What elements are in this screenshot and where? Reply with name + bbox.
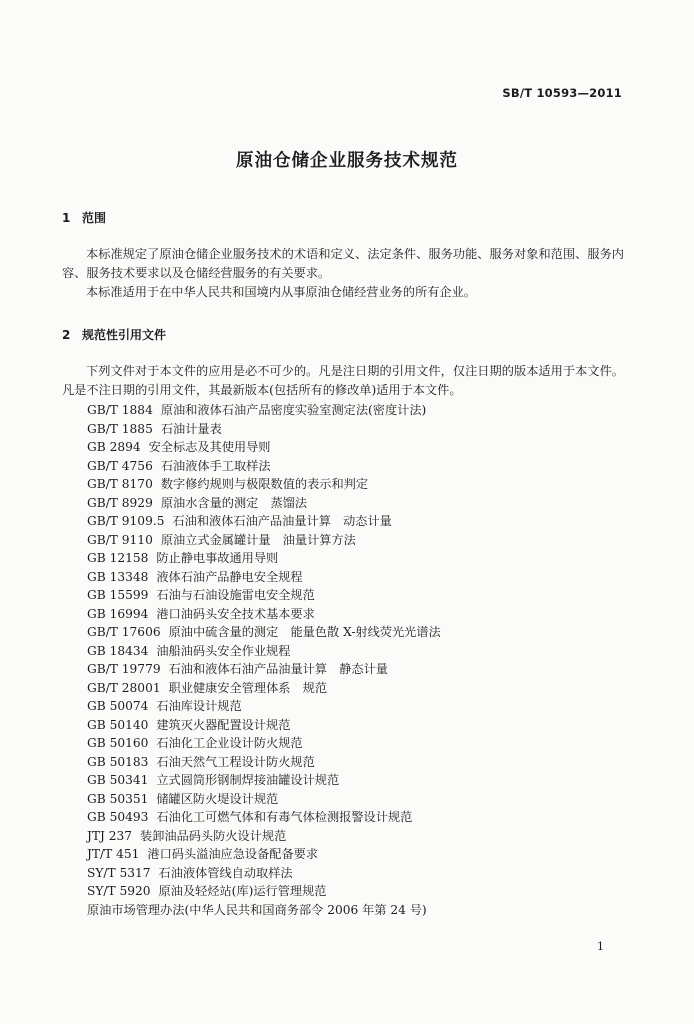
reference-title: 原油市场管理办法(中华人民共和国商务部令 2006 年第 24 号)	[87, 902, 427, 917]
reference-code: GB/T 1885	[87, 421, 153, 436]
reference-code: JTJ 237	[87, 828, 133, 843]
reference-title: 港口油码头安全技术基本要求	[156, 606, 315, 621]
reference-code: GB/T 4756	[87, 458, 153, 473]
reference-item	[87, 605, 441, 624]
reference-code: GB/T 8929	[87, 495, 153, 510]
reference-title: 石油库设计规范	[156, 699, 242, 713]
reference-item	[87, 771, 441, 790]
paragraph: 本标准适用于在中华人民共和国境内从事原油仓储经营业务的所有企业。	[86, 285, 476, 299]
section-title: 规范性引用文件	[82, 328, 167, 342]
reference-title: 油船油码头安全作业规程	[156, 643, 291, 658]
reference-item	[87, 697, 441, 716]
section-title: 范围	[82, 211, 107, 225]
reference-item	[87, 457, 441, 476]
reference-code: GB 50140	[87, 717, 149, 732]
reference-item	[87, 642, 441, 661]
section-heading-scope	[62, 209, 106, 226]
reference-item	[87, 475, 441, 494]
reference-item	[87, 660, 441, 679]
reference-title: 石油化工企业设计防火规范	[156, 736, 303, 750]
reference-code: GB/T 17606	[87, 625, 161, 639]
section-number: 1	[62, 211, 71, 225]
reference-title: 石油化工可燃气体和有毒气体检测报警设计规范	[156, 810, 413, 824]
reference-item	[87, 864, 441, 883]
reference-title: 职业健康安全管理体系 规范	[168, 680, 328, 695]
reference-item	[87, 734, 441, 753]
reference-code: GB/T 19779	[87, 662, 161, 676]
reference-list	[87, 401, 441, 919]
reference-code: GB/T 28001	[87, 680, 161, 695]
reference-title: 数字修约规则与极限数值的表示和判定	[160, 477, 369, 491]
reference-item	[87, 753, 441, 772]
reference-title: 石油和液体石油产品油量计算 动态计量	[172, 514, 392, 528]
reference-code: GB 50160	[87, 736, 149, 750]
document-title: 原油仓储企业服务技术规范	[236, 151, 458, 171]
reference-item	[87, 845, 441, 864]
reference-item	[87, 882, 441, 901]
reference-item	[87, 623, 441, 642]
reference-item	[87, 420, 441, 439]
reference-code: GB 16994	[87, 606, 149, 621]
reference-code: JT/T 451	[87, 847, 140, 861]
reference-code: GB 18434	[87, 643, 149, 658]
reference-title: 防止静电事故通用导则	[156, 551, 279, 565]
reference-title: 液体石油产品静电安全规程	[156, 569, 303, 584]
reference-code: GB 2894	[87, 440, 141, 454]
reference-item	[87, 401, 441, 420]
paragraph: 本标准规定了原油仓储企业服务技术的术语和定义、法定条件、服务功能、服务对象和范围、服务内容、服务技术要求以及仓储经营服务的有关要求。	[62, 247, 624, 280]
reference-code: GB 50351	[87, 791, 149, 806]
reference-item	[87, 438, 441, 457]
standard-code: SB/T 10593—2011	[502, 86, 622, 100]
reference-title: 石油与石油设施雷电安全规范	[156, 588, 315, 602]
reference-item	[87, 790, 441, 809]
reference-code: GB/T 9109.5	[87, 514, 165, 528]
reference-item	[87, 901, 441, 920]
reference-item	[87, 586, 441, 605]
reference-title: 原油和液体石油产品密度实验室测定法(密度计法)	[160, 403, 427, 417]
reference-code: GB/T 9110	[87, 532, 153, 547]
reference-code: SY/T 5920	[87, 884, 151, 898]
reference-title: 安全标志及其使用导则	[148, 440, 271, 454]
section-heading-normative-references	[62, 326, 166, 343]
reference-title: 原油中硫含量的测定 能量色散 X-射线荧光光谱法	[168, 625, 441, 639]
reference-code: GB 50074	[87, 699, 149, 713]
reference-code: GB 50341	[87, 773, 149, 787]
reference-item	[87, 531, 441, 550]
reference-code: SY/T 5317	[87, 865, 151, 880]
reference-title: 石油天然气工程设计防火规范	[156, 754, 315, 769]
reference-item	[87, 568, 441, 587]
reference-item	[87, 512, 441, 531]
reference-title: 原油水含量的测定 蒸馏法	[160, 495, 308, 510]
reference-item	[87, 827, 441, 846]
reference-title: 港口码头溢油应急设备配备要求	[147, 847, 319, 861]
reference-title: 储罐区防火堤设计规范	[156, 791, 279, 806]
reference-code: GB 12158	[87, 551, 149, 565]
reference-code: GB 50183	[87, 754, 149, 769]
reference-title: 石油液体手工取样法	[160, 458, 271, 473]
reference-title: 石油和液体石油产品油量计算 静态计量	[168, 662, 388, 676]
reference-title: 原油立式金属罐计量 油量计算方法	[160, 532, 356, 547]
reference-title: 立式圆筒形钢制焊接油罐设计规范	[156, 773, 340, 787]
paragraph: 下列文件对于本文件的应用是必不可少的。凡是注日期的引用文件，仅注日期的版本适用于本文件。凡是不注日期的引用文件，其最新版本(包括所有的修改单)适用于本文件。	[62, 364, 624, 397]
reference-title: 建筑灭火器配置设计规范	[156, 717, 291, 732]
reference-title: 装卸油品码头防火设计规范	[140, 828, 287, 843]
reference-code: GB/T 1884	[87, 403, 153, 417]
reference-item	[87, 679, 441, 698]
reference-title: 石油液体管线自动取样法	[158, 865, 293, 880]
reference-item	[87, 549, 441, 568]
reference-item	[87, 494, 441, 513]
reference-title: 石油计量表	[160, 421, 222, 436]
reference-title: 原油及轻烃站(库)运行管理规范	[158, 884, 327, 898]
reference-code: GB 50493	[87, 810, 149, 824]
reference-item	[87, 716, 441, 735]
reference-code: GB 13348	[87, 569, 149, 584]
reference-code: GB/T 8170	[87, 477, 153, 491]
reference-code: GB 15599	[87, 588, 149, 602]
page-number: 1	[597, 940, 604, 953]
reference-item	[87, 808, 441, 827]
section-number: 2	[62, 328, 71, 342]
